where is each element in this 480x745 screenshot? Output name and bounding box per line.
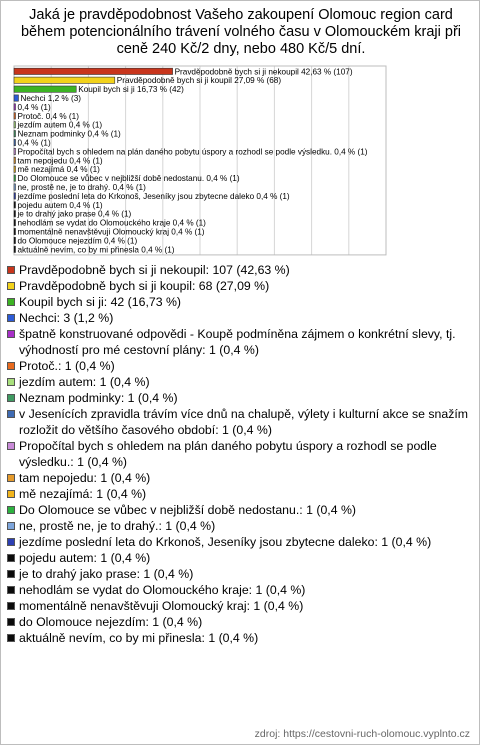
bar bbox=[14, 228, 15, 234]
bar-label: 0,4 % (1) bbox=[17, 102, 51, 112]
legend-label: pojedu autem: 1 (0,4 %) bbox=[19, 551, 151, 565]
legend-swatch bbox=[7, 442, 15, 450]
bar-label: je to drahý jako prase 0,4 % (1) bbox=[17, 209, 132, 219]
bar-label: Protoč. 0,4 % (1) bbox=[17, 111, 79, 121]
legend-label: tam nepojedu: 1 (0,4 %) bbox=[19, 471, 151, 485]
legend-swatch bbox=[7, 298, 15, 306]
legend-item bbox=[7, 438, 477, 470]
bar bbox=[14, 148, 15, 154]
bar-label: Pravděpodobně bych si ji koupil 27,09 % (68) bbox=[116, 76, 282, 86]
bar bbox=[14, 113, 15, 119]
legend-item bbox=[7, 598, 477, 614]
bar-label: pojedu autem 0,4 % (1) bbox=[17, 200, 103, 210]
legend-label: jezdím autem: 1 (0,4 %) bbox=[19, 375, 150, 389]
source-footer: zdroj: https://cestovni-ruch-olomouc.vyplnto.cz bbox=[254, 728, 470, 740]
bar-label: aktuálně nevím, co by mi přinesla 0,4 % (1) bbox=[17, 245, 175, 255]
legend-label: jezdíme poslední leta do Krkonoš, Jeseníky jsou zbytecne daleko: 1 (0,4 %) bbox=[19, 535, 432, 549]
legend-label: Pravděpodobně bych si ji koupil: 68 (27,09 %) bbox=[19, 279, 270, 293]
bar-label: jezdíme poslední leta do Krkonoš, Jeseníky jsou zbytecne daleko 0,4 % (1) bbox=[17, 191, 290, 201]
legend-item bbox=[7, 582, 477, 598]
legend-label: špatně konstruované odpovědi - Koupě podmíněna zájmem o konkrétní slevy, tj. výhodností pro mé cestovní plány: 1 (0,4 %) bbox=[19, 327, 456, 357]
bar bbox=[14, 122, 15, 128]
legend-swatch bbox=[7, 394, 15, 402]
legend-item bbox=[7, 278, 477, 294]
bar-label: tam nepojedu 0,4 % (1) bbox=[17, 156, 103, 166]
legend-item bbox=[7, 566, 477, 582]
bar bbox=[14, 202, 15, 208]
legend-swatch bbox=[7, 570, 15, 578]
legend-label: Koupil bych si ji: 42 (16,73 %) bbox=[19, 295, 181, 309]
bar bbox=[14, 131, 15, 137]
legend-swatch bbox=[7, 474, 15, 482]
legend-item bbox=[7, 614, 477, 630]
bar-label: momentálně nenavštěvuji Olomoucký kraj 0,4 % (1) bbox=[17, 227, 205, 237]
bar bbox=[14, 166, 15, 172]
bar-label: Pravděpodobně bych si ji nekoupil 42,63 % (107) bbox=[174, 67, 353, 77]
legend-item bbox=[7, 374, 477, 390]
bar-label: ne, prostě ne, je to drahý. 0,4 % (1) bbox=[17, 183, 146, 192]
bar bbox=[14, 246, 15, 252]
legend-swatch bbox=[7, 602, 15, 610]
bar bbox=[14, 220, 15, 226]
chart-title: Jaká je pravděpodobnost Vašeho zakoupení Olomouc region card během potencionálního trávení volného času v Olomouckém kraji při ceně 240 Kč/2 dny, nebo 480 Kč/5 dní. bbox=[20, 7, 462, 57]
legend-swatch bbox=[7, 266, 15, 274]
legend-swatch bbox=[7, 362, 15, 370]
legend-swatch bbox=[7, 554, 15, 562]
bar-label: do Olomouce nejezdím 0,4 % (1) bbox=[17, 236, 138, 246]
bar-label: Neznam podminky 0,4 % (1) bbox=[17, 129, 121, 139]
legend-swatch bbox=[7, 490, 15, 498]
bar-label: mě nezajímá 0,4 % (1) bbox=[17, 165, 100, 175]
legend-item bbox=[7, 390, 477, 406]
legend-swatch bbox=[7, 378, 15, 386]
bar-label: Nechci 1,2 % (3) bbox=[20, 94, 81, 103]
legend-swatch bbox=[7, 330, 15, 338]
legend-label: je to drahý jako prase: 1 (0,4 %) bbox=[19, 567, 194, 581]
legend-item bbox=[7, 358, 477, 374]
bar bbox=[14, 95, 18, 101]
legend-label: Nechci: 3 (1,2 %) bbox=[19, 311, 114, 325]
legend-label: Neznam podminky: 1 (0,4 %) bbox=[19, 391, 178, 405]
legend-label: nehodlám se vydat do Olomouckého kraje: 1 (0,4 %) bbox=[19, 583, 306, 597]
legend-swatch bbox=[7, 522, 15, 530]
bar bbox=[14, 237, 15, 243]
bar bbox=[14, 193, 15, 199]
legend-label: Propočítal bych s ohledem na plán daného pobytu úspory a rozhodl se podle výsledku.: 1 (0,4 %) bbox=[19, 439, 437, 469]
legend-swatch bbox=[7, 538, 15, 546]
legend-label: momentálně nenavštěvuji Olomoucký kraj: 1 (0,4 %) bbox=[19, 599, 304, 613]
bar-label: nehodlám se vydat do Olomouckého kraje 0,4 % (1) bbox=[17, 218, 206, 228]
bar bbox=[14, 139, 15, 145]
legend-item bbox=[7, 326, 477, 358]
legend-label: do Olomouce nejezdím: 1 (0,4 %) bbox=[19, 615, 203, 629]
legend-swatch bbox=[7, 506, 15, 514]
bar bbox=[14, 104, 15, 110]
chart-legend bbox=[7, 262, 477, 646]
legend-item bbox=[7, 486, 477, 502]
bar bbox=[14, 175, 15, 181]
legend-item bbox=[7, 550, 477, 566]
legend-swatch bbox=[7, 410, 15, 418]
legend-item bbox=[7, 502, 477, 518]
legend-item bbox=[7, 630, 477, 646]
legend-label: v Jesenících zpravidla trávím více dnů na chalupě, výlety i kulturní akce se snažím rozložit do většího časového období: 1 (0,4 %) bbox=[19, 407, 469, 437]
bar bbox=[14, 77, 115, 83]
bar-label: 0,4 % (1) bbox=[17, 138, 51, 148]
bar-label: Propočítal bych s ohledem na plán daného pobytu úspory a rozhodl se podle výsledku. 0,4 % (1) bbox=[17, 147, 368, 157]
bar bbox=[14, 86, 76, 92]
bar bbox=[14, 184, 15, 190]
legend-item bbox=[7, 262, 477, 278]
legend-item bbox=[7, 534, 477, 550]
legend-label: Do Olomouce se vůbec v nejbližší době nedostanu.: 1 (0,4 %) bbox=[19, 503, 356, 517]
bar bbox=[14, 211, 15, 217]
legend-swatch bbox=[7, 618, 15, 626]
legend-swatch bbox=[7, 586, 15, 594]
legend-label: Pravděpodobně bych si ji nekoupil: 107 (42,63 %) bbox=[19, 263, 290, 277]
bar-label: Koupil bych si ji 16,73 % (42) bbox=[78, 85, 184, 95]
bar-label: Do Olomouce se vůbec v nejbližší době nedostanu. 0,4 % (1) bbox=[17, 174, 240, 184]
legend-swatch bbox=[7, 634, 15, 642]
bar-chart bbox=[0, 62, 480, 258]
legend-label: ne, prostě ne, je to drahý.: 1 (0,4 %) bbox=[19, 519, 216, 533]
legend-item bbox=[7, 518, 477, 534]
bar bbox=[14, 68, 173, 74]
legend-item bbox=[7, 294, 477, 310]
legend-label: Protoč.: 1 (0,4 %) bbox=[19, 359, 115, 373]
bar-label: jezdím autem 0,4 % (1) bbox=[17, 120, 103, 130]
legend-item bbox=[7, 470, 477, 486]
legend-label: aktuálně nevím, co by mi přinesla: 1 (0,4 %) bbox=[19, 631, 259, 645]
legend-label: mě nezajímá: 1 (0,4 %) bbox=[19, 487, 147, 501]
legend-item bbox=[7, 310, 477, 326]
legend-item bbox=[7, 406, 477, 438]
legend-swatch bbox=[7, 314, 15, 322]
bar bbox=[14, 157, 15, 163]
legend-swatch bbox=[7, 282, 15, 290]
